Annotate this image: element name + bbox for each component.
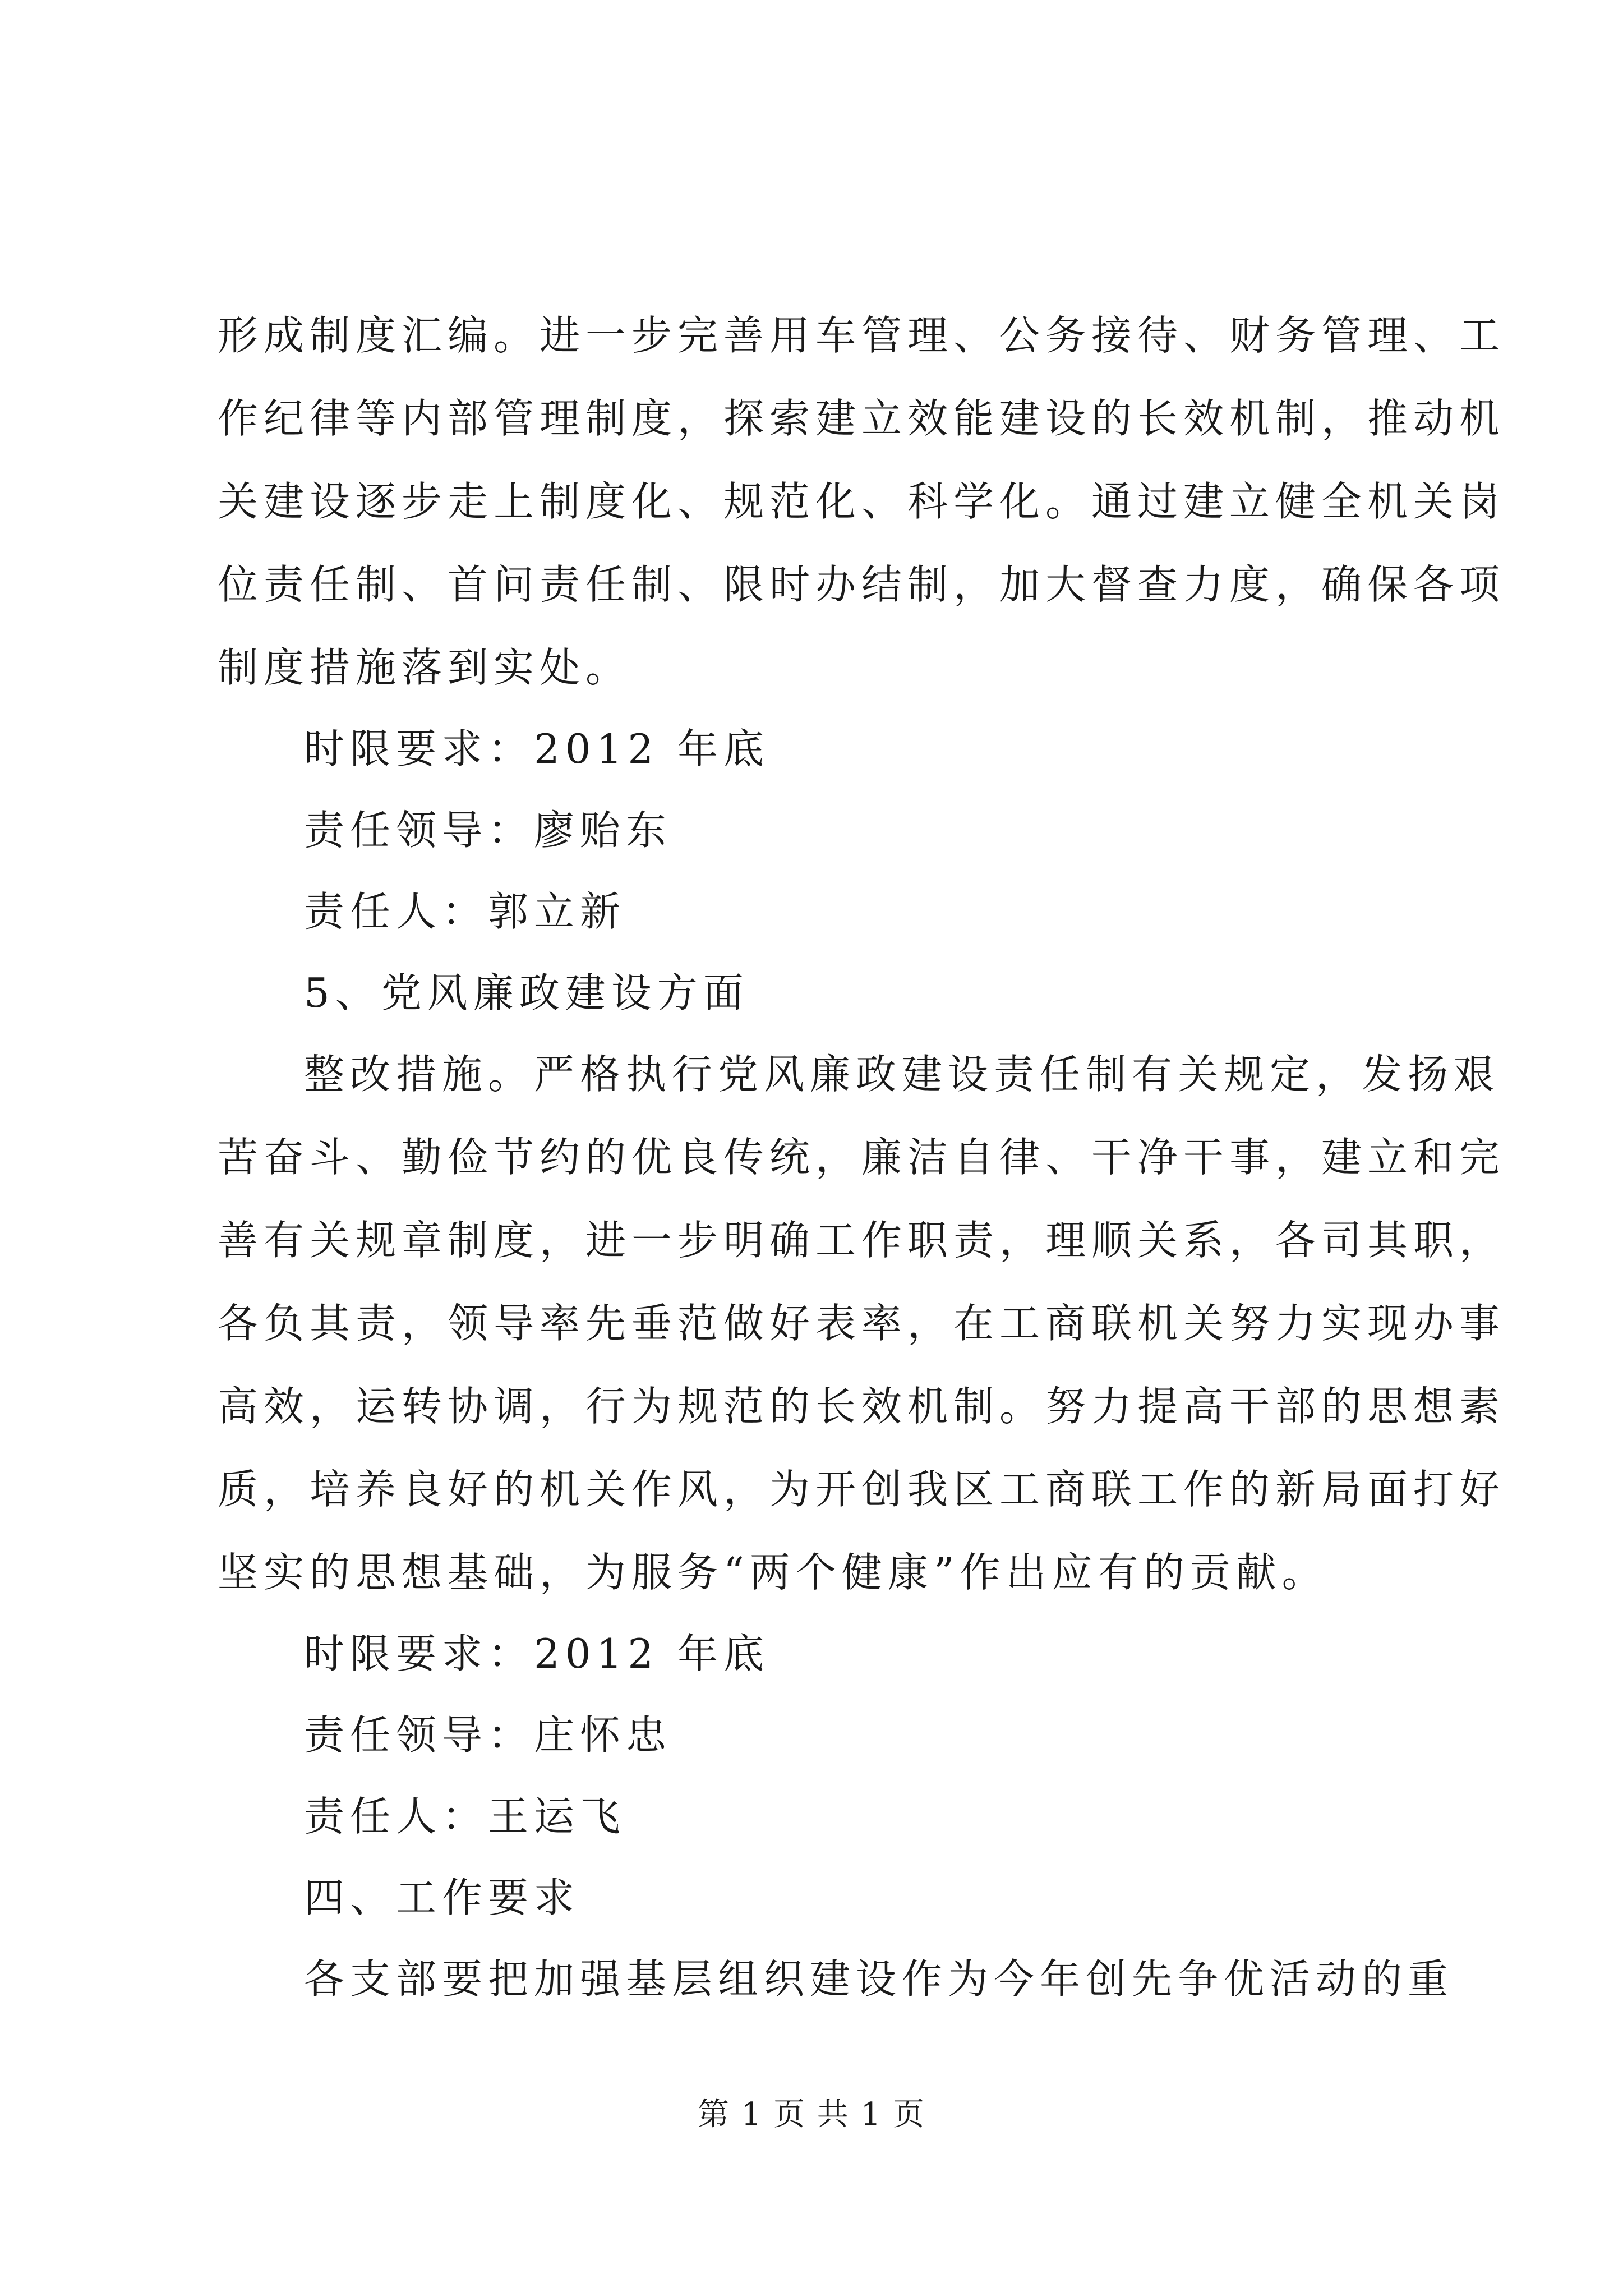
responsible-person-line: 责任人：王运飞 (304, 1793, 626, 1840)
body-line: 形成制度汇编。进一步完善用车管理、公务接待、财务管理、工 (218, 312, 1506, 359)
body-line: 高效，运转协调，行为规范的长效机制。努力提高干部的思想素 (218, 1383, 1506, 1430)
body-line: 制度措施落到实处。 (218, 644, 632, 691)
body-line: 位责任制、首问责任制、限时办结制，加大督查力度，确保各项 (218, 561, 1506, 608)
body-line: 关建设逐步走上制度化、规范化、科学化。通过建立健全机关岗 (218, 478, 1506, 525)
body-line: 整改措施。严格执行党风廉政建设责任制有关规定，发扬艰 (304, 1051, 1500, 1098)
deadline-line: 时限要求：2012 年底 (304, 725, 770, 772)
body-line: 各支部要把加强基层组织建设作为今年创先争优活动的重 (304, 1955, 1454, 2003)
responsible-leader-line: 责任领导：庄怀忠 (304, 1711, 672, 1759)
body-line: 各负其责，领导率先垂范做好表率，在工商联机关努力实现办事 (218, 1300, 1506, 1347)
page-footer: 第 1 页 共 1 页 (697, 2096, 926, 2133)
body-line: 善有关规章制度，进一步明确工作职责，理顺关系，各司其职， (218, 1217, 1506, 1264)
body-line: 苦奋斗、勤俭节约的优良传统，廉洁自律、干净干事，建立和完 (218, 1134, 1506, 1181)
section-heading: 5、党风廉政建设方面 (304, 969, 749, 1016)
deadline-line: 时限要求：2012 年底 (304, 1630, 770, 1677)
body-line: 作纪律等内部管理制度，探索建立效能建设的长效机制，推动机 (218, 395, 1506, 442)
responsible-leader-line: 责任领导：廖贻东 (304, 807, 672, 854)
responsible-person-line: 责任人：郭立新 (304, 888, 626, 935)
body-line: 坚实的思想基础，为服务“两个健康”作出应有的贡献。 (218, 1549, 1328, 1596)
body-line: 质，培养良好的机关作风，为开创我区工商联工作的新局面打好 (218, 1466, 1506, 1513)
section-heading: 四、工作要求 (304, 1874, 580, 1921)
